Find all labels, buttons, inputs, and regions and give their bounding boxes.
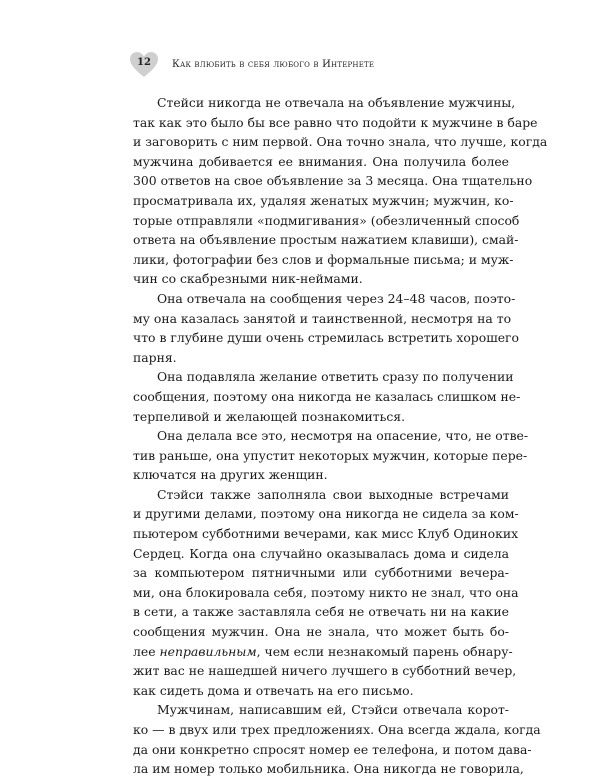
text-fragment: лее bbox=[133, 643, 160, 659]
text-line: ла им номер только мобильника. Она никогда не говорила, bbox=[133, 761, 524, 777]
running-title: Как влюбить в себя любого в Интернете bbox=[172, 59, 375, 70]
text-line: Мужчинам, написавшим ей, Стэйси отвечала корот- bbox=[157, 702, 509, 718]
text-line: терпеливой и желающей познакомиться. bbox=[133, 408, 406, 424]
text-line: как сидеть дома и отвечать на его письмо. bbox=[133, 682, 414, 698]
text-line: Она отвечала на сообщения через 24–48 часов, поэто- bbox=[157, 290, 516, 306]
text-line: ответа на объявление простым нажатием клавиши), смай- bbox=[133, 232, 519, 248]
text-fragment: , чем если незнакомый парень обнару- bbox=[256, 643, 513, 659]
paragraph bbox=[133, 485, 519, 701]
heart-icon bbox=[130, 52, 158, 78]
text-line: Она подавляла желание ответить сразу по получении bbox=[157, 369, 514, 385]
text-line: сообщения, поэтому она никогда не казалась слишком не- bbox=[133, 388, 521, 404]
text-line: ми, она блокировала себя, поэтому никто не знал, что она bbox=[133, 584, 519, 600]
text-line: торые отправляли «подмигивания» (обезличенный способ bbox=[133, 212, 520, 228]
text-line: Сердец. Когда она случайно оказывалась дома и сидела bbox=[133, 545, 509, 561]
text-line: так как это было бы все равно что подойти к мужчине в баре bbox=[133, 114, 538, 130]
text-line: Она делала все это, несмотря на опасение, что, не отве- bbox=[157, 428, 529, 444]
text-line: лики, фотографии без слов и формальные письма; и муж- bbox=[133, 251, 514, 267]
text-line: ключатся на других женщин. bbox=[133, 467, 328, 483]
text-line: Стейси никогда не отвечала на объявление мужчины, bbox=[157, 95, 516, 110]
paragraph bbox=[133, 93, 548, 289]
paragraph bbox=[133, 289, 519, 367]
text-line: пьютером субботними вечерами, как мисс Клуб Одиноких bbox=[133, 526, 519, 542]
page-header bbox=[130, 52, 470, 78]
text-line: Стэйси также заполняла свои выходные встречами bbox=[157, 486, 509, 502]
text-line: мужчина добивается ее внимания. Она получила более bbox=[133, 153, 509, 169]
paragraph bbox=[133, 367, 521, 426]
paragraph bbox=[133, 700, 541, 778]
text-line: и другими делами, поэтому она никогда не сидела за ком- bbox=[133, 506, 519, 522]
text-line: жит вас не нашедшей ничего лучшего в субботний вечер, bbox=[133, 663, 517, 679]
text-line: за компьютером пятничными или субботними вечера- bbox=[133, 565, 509, 581]
text-line: ко — в двух или трех предложениях. Она всегда ждала, когда bbox=[133, 722, 541, 737]
page-number: 12 bbox=[137, 57, 151, 68]
text-line: и заговорить с ним первой. Она точно знала, что лучше, когда bbox=[133, 134, 548, 150]
text-line: в сети, а также заставляла себя не отвечать ни на какие bbox=[133, 604, 509, 620]
text-line: тив раньше, она упустит некоторых мужчин, которые пере- bbox=[133, 447, 528, 463]
text-line: парня. bbox=[133, 349, 177, 365]
emphasis-word: неправильным bbox=[159, 643, 257, 659]
body-text bbox=[133, 93, 548, 779]
paragraph bbox=[133, 426, 529, 485]
text-line: чин со скабрезными ник-неймами. bbox=[133, 271, 363, 287]
text-line: да они конкретно спросят номер ее телефона, и потом дава- bbox=[133, 741, 532, 757]
text-line: 300 ответов на свое объявление за 3 месяца. Она тщательно bbox=[133, 173, 533, 189]
text-line-with-emphasis bbox=[133, 642, 513, 662]
text-line: сообщения мужчин. Она не знала, что может быть бо- bbox=[133, 624, 509, 640]
text-line: что в глубине души очень стремилась встретить хорошего bbox=[133, 330, 519, 346]
text-line: му она казалась занятой и таинственной, несмотря на то bbox=[133, 310, 512, 326]
text-line: просматривала их, удаляя женатых мужчин; мужчин, ко- bbox=[133, 192, 514, 208]
